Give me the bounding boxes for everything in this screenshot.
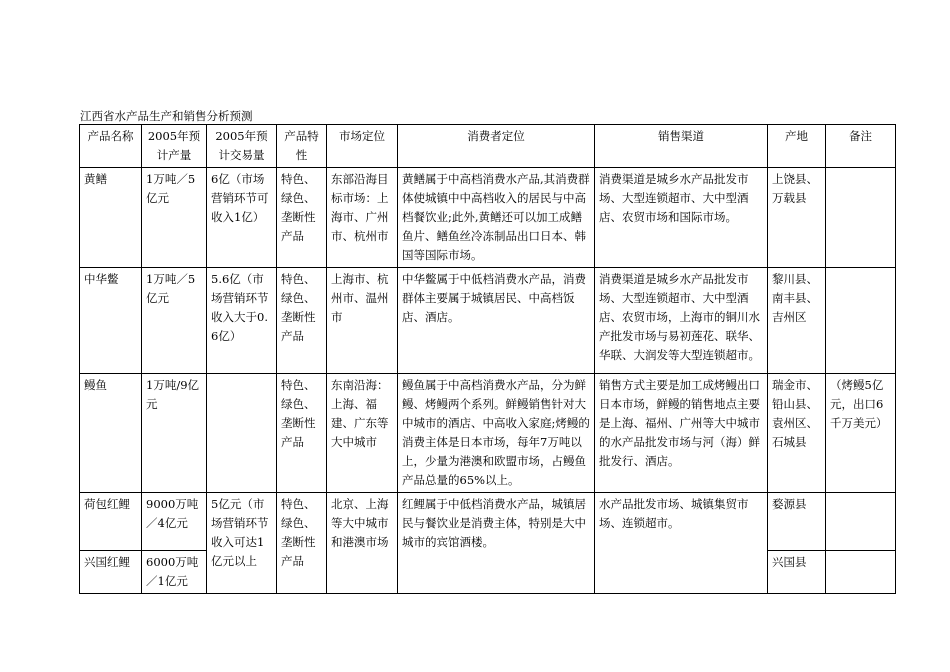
origin-cell: 上饶县、万载县 xyxy=(768,168,826,268)
header-cell: 备注 xyxy=(826,125,896,168)
production-sales-table xyxy=(79,124,896,594)
output-cell: 9000万吨／4亿元 xyxy=(142,493,207,551)
market-cell: 东部沿海目标市场：上海市、广州市、杭州市 xyxy=(327,168,398,268)
market-cell: 上海市、杭州市、温州市 xyxy=(327,268,398,374)
origin-cell: 婺源县 xyxy=(768,493,826,551)
product-name-cell: 荷包红鲤 xyxy=(80,493,142,551)
product-name-cell: 黄鳝 xyxy=(80,168,142,268)
feature-cell: 特色、绿色、垄断性产品 xyxy=(277,493,327,594)
table-row xyxy=(80,374,896,493)
product-name-cell: 鳗鱼 xyxy=(80,374,142,493)
table-row xyxy=(80,168,896,268)
header-cell: 2005年预计交易量 xyxy=(207,125,277,168)
note-cell xyxy=(826,268,896,374)
consumer-cell: 中华鳖属于中低档消费水产品，消费群体主要属于城镇居民、中高档饭店、酒店。 xyxy=(398,268,595,374)
output-cell: 1万吨／5亿元 xyxy=(142,168,207,268)
feature-cell: 特色、绿色、垄断性产品 xyxy=(277,268,327,374)
consumer-cell: 红鲤属于中低档消费水产品，城镇居民与餐饮业是消费主体，特别是大中城市的宾馆酒楼。 xyxy=(398,493,595,594)
origin-cell: 兴国县 xyxy=(768,551,826,594)
consumer-cell: 黄鳝属于中高档消费水产品,其消费群体使城镇中中高档收入的居民与中高档餐饮业;此外,黄鳝还可以加工成鳝鱼片、鳝鱼丝冷冻制品出口日本、韩国等国际市场。 xyxy=(398,168,595,268)
table-row xyxy=(80,493,896,551)
market-cell: 北京、上海等大中城市和港澳市场 xyxy=(327,493,398,594)
header-cell: 2005年预计产量 xyxy=(142,125,207,168)
note-cell: （烤鳗5亿元，出口6千万美元） xyxy=(826,374,896,493)
product-name-cell: 中华鳖 xyxy=(80,268,142,374)
header-cell: 销售渠道 xyxy=(595,125,768,168)
consumer-cell: 鳗鱼属于中高档消费水产品，分为鲜鳗、烤鳗两个系列。鲜鳗销售针对大中城市的酒店、中高收入家庭;烤鳗的消费主体是日本市场，每年7万吨以上，少量为港澳和欧盟市场，占鳗鱼产品总量的65%以上。 xyxy=(398,374,595,493)
channel-cell: 水产品批发市场、城镇集贸市场、连锁超市。 xyxy=(595,493,768,594)
origin-cell: 黎川县、南丰县、吉州区 xyxy=(768,268,826,374)
note-cell xyxy=(826,493,896,551)
channel-cell: 消费渠道是城乡水产品批发市场、大型连锁超市、大中型酒店、农贸市场，上海市的铜川水产批发市场与易初莲花、联华、华联、大润发等大型连锁超市。 xyxy=(595,268,768,374)
header-cell: 消费者定位 xyxy=(398,125,595,168)
note-cell xyxy=(826,168,896,268)
trade-cell: 5.6亿（市场营销环节收入大于0.6亿） xyxy=(207,268,277,374)
trade-cell: 6亿（市场营销环节可收入1亿） xyxy=(207,168,277,268)
header-cell: 产地 xyxy=(768,125,826,168)
channel-cell: 消费渠道是城乡水产品批发市场、大型连锁超市、大中型酒店、农贸市场和国际市场。 xyxy=(595,168,768,268)
feature-cell: 特色、绿色、垄断性产品 xyxy=(277,374,327,493)
output-cell: 6000万吨／1亿元 xyxy=(142,551,207,594)
table-row xyxy=(80,268,896,374)
header-row xyxy=(80,125,896,168)
header-cell: 产品特性 xyxy=(277,125,327,168)
trade-cell xyxy=(207,374,277,493)
header-cell: 市场定位 xyxy=(327,125,398,168)
market-cell: 东南沿海：上海、福建、广东等大中城市 xyxy=(327,374,398,493)
origin-cell: 瑞金市、铅山县、袁州区、石城县 xyxy=(768,374,826,493)
document-title: 江西省水产品生产和销售分析预测 xyxy=(80,109,253,123)
channel-cell: 销售方式主要是加工成烤鳗出口日本市场，鲜鳗的销售地点主要是上海、福州、广州等大中城市的水产品批发市场与河（海）鲜批发行、酒店。 xyxy=(595,374,768,493)
output-cell: 1万吨/9亿元 xyxy=(142,374,207,493)
output-cell: 1万吨／5亿元 xyxy=(142,268,207,374)
feature-cell: 特色、绿色、垄断性产品 xyxy=(277,168,327,268)
product-name-cell: 兴国红鲤 xyxy=(80,551,142,594)
trade-cell: 5亿元（市场营销环节收入可达1亿元以上 xyxy=(207,493,277,594)
note-cell xyxy=(826,551,896,594)
header-cell: 产品名称 xyxy=(80,125,142,168)
